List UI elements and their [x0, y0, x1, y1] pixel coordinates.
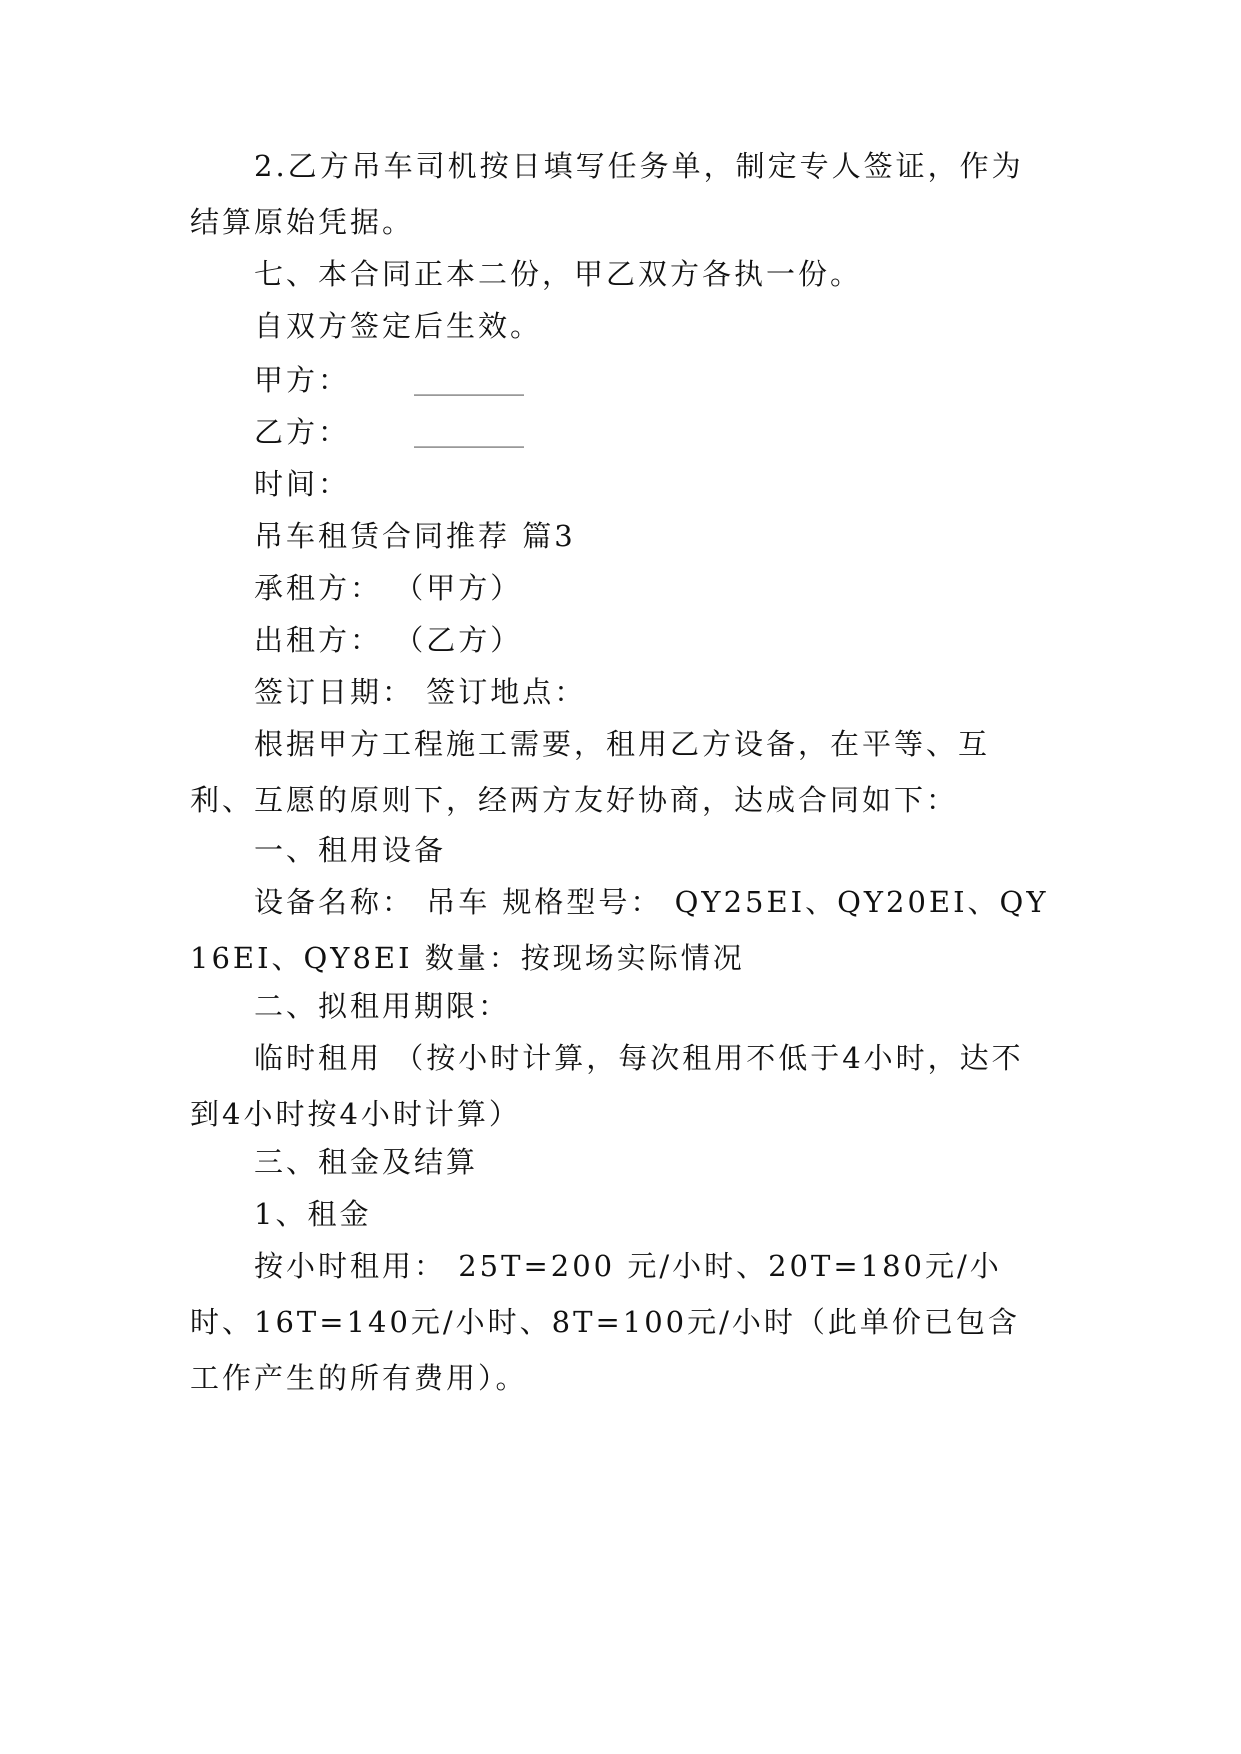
time-label: 时间： — [254, 467, 351, 501]
paragraph-equipment-spec: 设备名称： 吊车 规格型号： QY25EI、QY20EI、QY16EI、QY8EI 数量：按现场实际情况 — [190, 885, 1049, 975]
party-b-signature-line — [190, 404, 1050, 464]
paragraph-lease-term: 临时租用 （按小时计算，每次租用不低于4小时，达不到4小时按4小时计算） — [190, 1041, 1024, 1131]
heading-rent: 1、租金 — [254, 1197, 372, 1231]
lessor-line: 出租方： （乙方） — [254, 623, 523, 657]
heading-rent-settlement: 三、租金及结算 — [254, 1145, 479, 1179]
heading-lease-term: 二、拟租用期限： — [254, 989, 511, 1023]
party-b-label: 乙方： — [254, 415, 351, 449]
section-title: 吊车租赁合同推荐 篇3 — [254, 519, 576, 553]
paragraph-preamble: 根据甲方工程施工需要，租用乙方设备，在平等、互利、互愿的原则下，经两方友好协商，达成合同如下： — [190, 727, 991, 817]
paragraph-contract-copies: 七、本合同正本二份，甲乙双方各执一份。 — [254, 257, 863, 291]
heading-equipment: 一、租用设备 — [254, 833, 447, 867]
paragraph-effective: 自双方签定后生效。 — [254, 309, 543, 343]
lessee-line: 承租方： （甲方） — [254, 571, 523, 605]
party-a-label: 甲方： — [254, 363, 351, 397]
paragraph-hourly-rates: 按小时租用： 25T=200 元/小时、20T=180元/小时、16T=140元/小时、8T=100元/小时（此单价已包含工作产生的所有费用）。 — [190, 1249, 1020, 1395]
party-a-signature-line — [190, 352, 1050, 412]
party-b-blank: __________ — [414, 423, 525, 448]
party-a-blank: __________ — [414, 371, 525, 396]
paragraph-settlement-voucher: 2.乙方吊车司机按日填写任务单，制定专人签证，作为结算原始凭据。 — [190, 149, 1024, 239]
signing-date-place-line: 签订日期： 签订地点： — [254, 675, 587, 709]
